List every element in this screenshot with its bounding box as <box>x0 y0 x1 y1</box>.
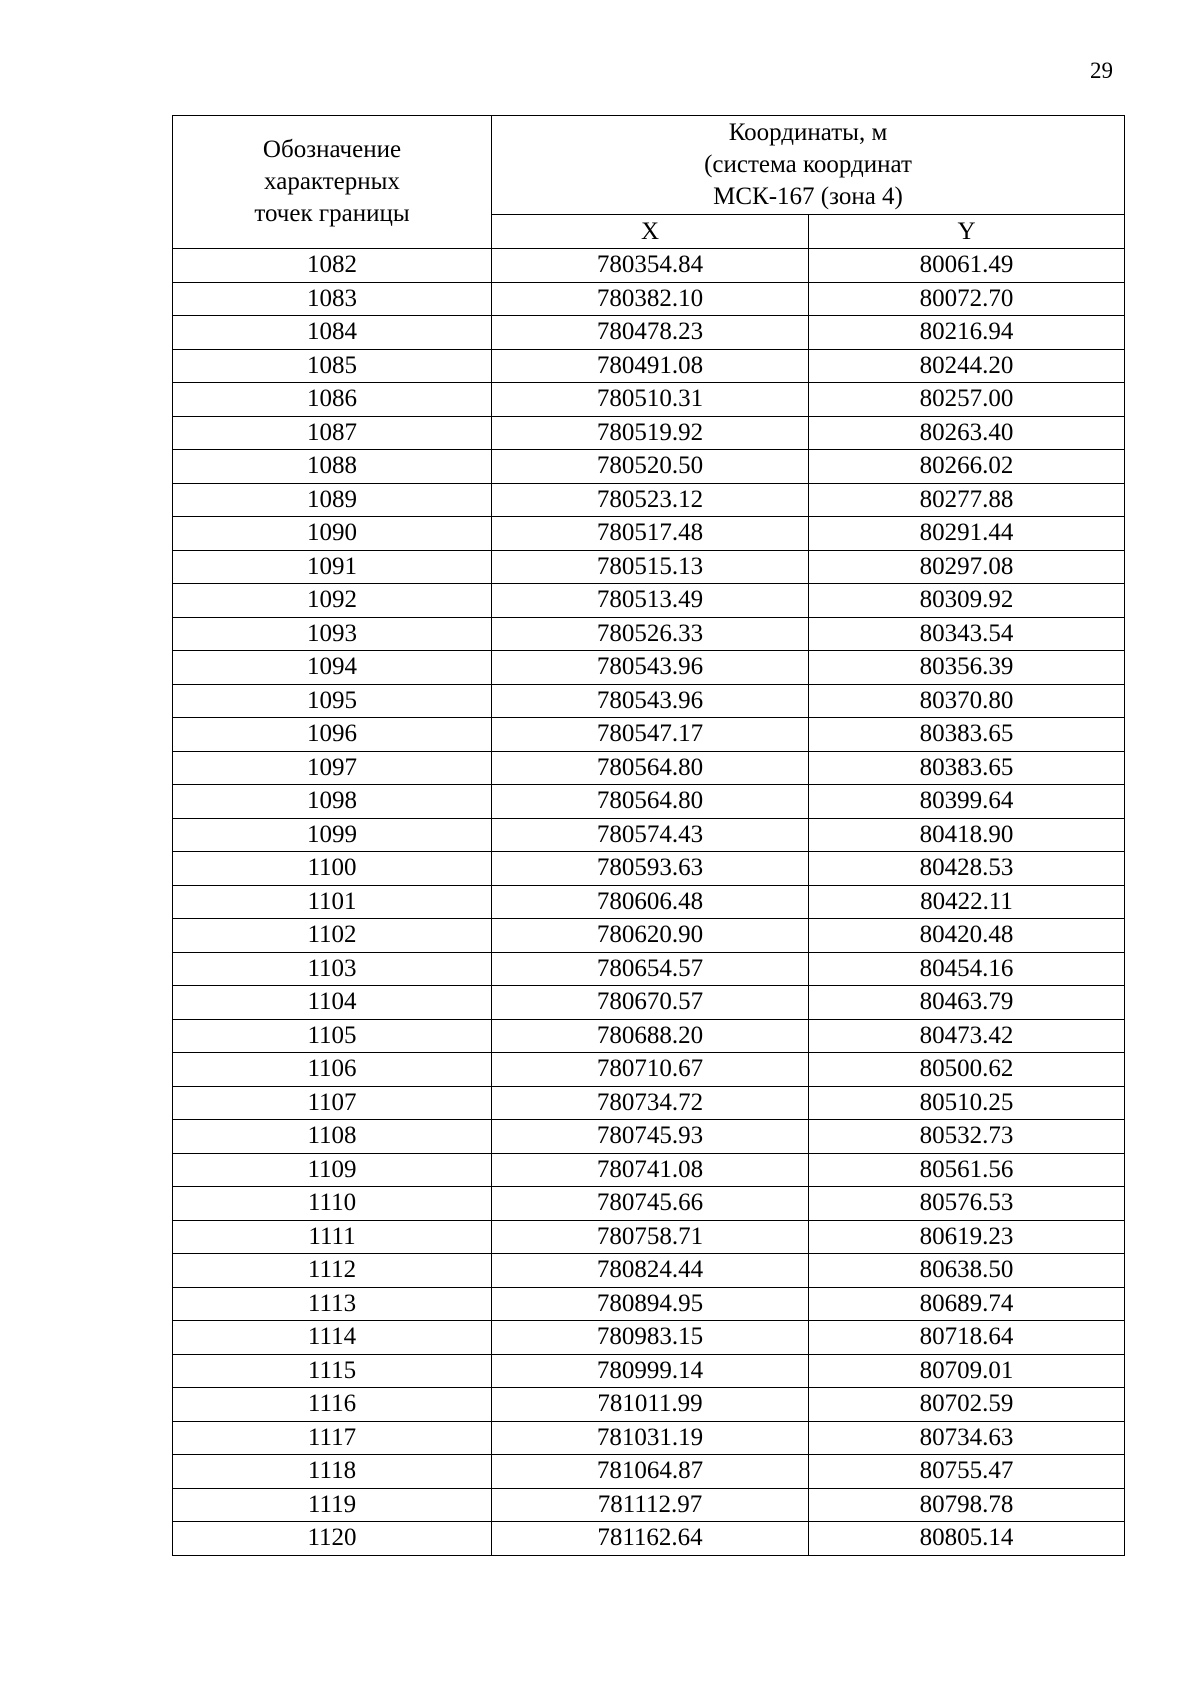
table-row <box>173 651 1125 685</box>
point-number-cell: 1117 <box>173 1421 492 1455</box>
point-number-cell: 1095 <box>173 684 492 718</box>
table-row <box>173 919 1125 953</box>
table-row <box>173 383 1125 417</box>
y-coordinate-cell: 80266.02 <box>809 450 1125 484</box>
table-row <box>173 1254 1125 1288</box>
x-coordinate-cell: 780523.12 <box>492 483 809 517</box>
y-coordinate-cell: 80383.65 <box>809 718 1125 752</box>
y-coordinate-cell: 80291.44 <box>809 517 1125 551</box>
x-coordinate-cell: 780999.14 <box>492 1354 809 1388</box>
point-number-cell: 1116 <box>173 1388 492 1422</box>
y-coordinate-cell: 80244.20 <box>809 349 1125 383</box>
point-number-cell: 1108 <box>173 1120 492 1154</box>
point-number-cell: 1091 <box>173 550 492 584</box>
table-row <box>173 1086 1125 1120</box>
x-coordinate-cell: 780741.08 <box>492 1153 809 1187</box>
y-coordinate-cell: 80510.25 <box>809 1086 1125 1120</box>
point-number-cell: 1098 <box>173 785 492 819</box>
y-coordinate-cell: 80689.74 <box>809 1287 1125 1321</box>
y-coordinate-cell: 80463.79 <box>809 986 1125 1020</box>
x-coordinate-cell: 780513.49 <box>492 584 809 618</box>
x-coordinate-cell: 780983.15 <box>492 1321 809 1355</box>
x-coordinate-cell: 780510.31 <box>492 383 809 417</box>
table-row <box>173 1488 1125 1522</box>
x-coordinate-cell: 780894.95 <box>492 1287 809 1321</box>
table-row <box>173 751 1125 785</box>
y-coordinate-cell: 80734.63 <box>809 1421 1125 1455</box>
x-coordinate-cell: 780734.72 <box>492 1086 809 1120</box>
point-number-cell: 1089 <box>173 483 492 517</box>
y-coordinate-cell: 80277.88 <box>809 483 1125 517</box>
x-coordinate-cell: 780382.10 <box>492 282 809 316</box>
x-coordinate-cell: 780688.20 <box>492 1019 809 1053</box>
table-row <box>173 1522 1125 1556</box>
y-coordinate-cell: 80383.65 <box>809 751 1125 785</box>
point-number-cell: 1093 <box>173 617 492 651</box>
y-coordinate-cell: 80216.94 <box>809 316 1125 350</box>
header-point-designation: Обозначение характерных точек границы <box>173 116 492 249</box>
table-row <box>173 1153 1125 1187</box>
point-number-cell: 1082 <box>173 249 492 283</box>
point-number-cell: 1111 <box>173 1220 492 1254</box>
x-coordinate-cell: 780547.17 <box>492 718 809 752</box>
table-row <box>173 349 1125 383</box>
x-coordinate-cell: 780620.90 <box>492 919 809 953</box>
x-coordinate-cell: 780824.44 <box>492 1254 809 1288</box>
x-coordinate-cell: 780564.80 <box>492 785 809 819</box>
table-row <box>173 282 1125 316</box>
table-row <box>173 1287 1125 1321</box>
point-number-cell: 1105 <box>173 1019 492 1053</box>
x-coordinate-cell: 780710.67 <box>492 1053 809 1087</box>
y-coordinate-cell: 80702.59 <box>809 1388 1125 1422</box>
x-coordinate-cell: 781064.87 <box>492 1455 809 1489</box>
point-number-cell: 1115 <box>173 1354 492 1388</box>
table-row <box>173 617 1125 651</box>
point-number-cell: 1084 <box>173 316 492 350</box>
point-number-cell: 1106 <box>173 1053 492 1087</box>
x-coordinate-cell: 780758.71 <box>492 1220 809 1254</box>
x-coordinate-cell: 781031.19 <box>492 1421 809 1455</box>
y-coordinate-cell: 80356.39 <box>809 651 1125 685</box>
table-row <box>173 952 1125 986</box>
x-coordinate-cell: 780593.63 <box>492 852 809 886</box>
y-coordinate-cell: 80638.50 <box>809 1254 1125 1288</box>
table-row <box>173 1321 1125 1355</box>
x-coordinate-cell: 780543.96 <box>492 684 809 718</box>
point-number-cell: 1107 <box>173 1086 492 1120</box>
x-coordinate-cell: 780543.96 <box>492 651 809 685</box>
y-coordinate-cell: 80709.01 <box>809 1354 1125 1388</box>
table-row <box>173 986 1125 1020</box>
point-number-cell: 1096 <box>173 718 492 752</box>
y-coordinate-cell: 80718.64 <box>809 1321 1125 1355</box>
table-row <box>173 885 1125 919</box>
x-coordinate-cell: 780515.13 <box>492 550 809 584</box>
point-number-cell: 1112 <box>173 1254 492 1288</box>
point-number-cell: 1120 <box>173 1522 492 1556</box>
table-row <box>173 517 1125 551</box>
y-coordinate-cell: 80309.92 <box>809 584 1125 618</box>
table-row <box>173 550 1125 584</box>
header-x: X <box>492 215 809 249</box>
table-header <box>173 116 1125 249</box>
table-row <box>173 1354 1125 1388</box>
point-number-cell: 1086 <box>173 383 492 417</box>
x-coordinate-cell: 780517.48 <box>492 517 809 551</box>
x-coordinate-cell: 780519.92 <box>492 416 809 450</box>
point-number-cell: 1097 <box>173 751 492 785</box>
point-number-cell: 1088 <box>173 450 492 484</box>
x-coordinate-cell: 780520.50 <box>492 450 809 484</box>
point-number-cell: 1110 <box>173 1187 492 1221</box>
table-row <box>173 1019 1125 1053</box>
y-coordinate-cell: 80428.53 <box>809 852 1125 886</box>
x-coordinate-cell: 780564.80 <box>492 751 809 785</box>
point-number-cell: 1087 <box>173 416 492 450</box>
x-coordinate-cell: 781162.64 <box>492 1522 809 1556</box>
x-coordinate-cell: 780478.23 <box>492 316 809 350</box>
table-row <box>173 785 1125 819</box>
table-row <box>173 249 1125 283</box>
y-coordinate-cell: 80061.49 <box>809 249 1125 283</box>
x-coordinate-cell: 780354.84 <box>492 249 809 283</box>
x-coordinate-cell: 780745.66 <box>492 1187 809 1221</box>
x-coordinate-cell: 780745.93 <box>492 1120 809 1154</box>
point-number-cell: 1109 <box>173 1153 492 1187</box>
point-number-cell: 1102 <box>173 919 492 953</box>
y-coordinate-cell: 80297.08 <box>809 550 1125 584</box>
table-row <box>173 852 1125 886</box>
point-number-cell: 1113 <box>173 1287 492 1321</box>
point-number-cell: 1119 <box>173 1488 492 1522</box>
y-coordinate-cell: 80370.80 <box>809 684 1125 718</box>
y-coordinate-cell: 80418.90 <box>809 818 1125 852</box>
table-row <box>173 1120 1125 1154</box>
table-row <box>173 1220 1125 1254</box>
y-coordinate-cell: 80343.54 <box>809 617 1125 651</box>
y-coordinate-cell: 80798.78 <box>809 1488 1125 1522</box>
point-number-cell: 1092 <box>173 584 492 618</box>
x-coordinate-cell: 780654.57 <box>492 952 809 986</box>
y-coordinate-cell: 80500.62 <box>809 1053 1125 1087</box>
table-row <box>173 483 1125 517</box>
table-body <box>173 249 1125 1556</box>
x-coordinate-cell: 780606.48 <box>492 885 809 919</box>
y-coordinate-cell: 80399.64 <box>809 785 1125 819</box>
point-number-cell: 1090 <box>173 517 492 551</box>
point-number-cell: 1104 <box>173 986 492 1020</box>
y-coordinate-cell: 80420.48 <box>809 919 1125 953</box>
table-row <box>173 584 1125 618</box>
point-number-cell: 1101 <box>173 885 492 919</box>
x-coordinate-cell: 780526.33 <box>492 617 809 651</box>
point-number-cell: 1114 <box>173 1321 492 1355</box>
table-row <box>173 818 1125 852</box>
y-coordinate-cell: 80257.00 <box>809 383 1125 417</box>
table-row <box>173 1388 1125 1422</box>
y-coordinate-cell: 80072.70 <box>809 282 1125 316</box>
table-row <box>173 1455 1125 1489</box>
x-coordinate-cell: 781011.99 <box>492 1388 809 1422</box>
table-row <box>173 316 1125 350</box>
header-y: Y <box>809 215 1125 249</box>
y-coordinate-cell: 80805.14 <box>809 1522 1125 1556</box>
point-number-cell: 1103 <box>173 952 492 986</box>
y-coordinate-cell: 80263.40 <box>809 416 1125 450</box>
x-coordinate-cell: 780574.43 <box>492 818 809 852</box>
y-coordinate-cell: 80576.53 <box>809 1187 1125 1221</box>
x-coordinate-cell: 781112.97 <box>492 1488 809 1522</box>
table-row <box>173 450 1125 484</box>
point-number-cell: 1118 <box>173 1455 492 1489</box>
table-row <box>173 718 1125 752</box>
y-coordinate-cell: 80454.16 <box>809 952 1125 986</box>
y-coordinate-cell: 80473.42 <box>809 1019 1125 1053</box>
y-coordinate-cell: 80619.23 <box>809 1220 1125 1254</box>
y-coordinate-cell: 80755.47 <box>809 1455 1125 1489</box>
table-row <box>173 1421 1125 1455</box>
x-coordinate-cell: 780670.57 <box>492 986 809 1020</box>
point-number-cell: 1085 <box>173 349 492 383</box>
page-number: 29 <box>1090 58 1113 83</box>
y-coordinate-cell: 80561.56 <box>809 1153 1125 1187</box>
table-row <box>173 1187 1125 1221</box>
point-number-cell: 1094 <box>173 651 492 685</box>
y-coordinate-cell: 80422.11 <box>809 885 1125 919</box>
table-row <box>173 416 1125 450</box>
point-number-cell: 1083 <box>173 282 492 316</box>
header-coordinates: Координаты, м (система координат МСК-167 (зона 4) <box>492 116 1125 215</box>
x-coordinate-cell: 780491.08 <box>492 349 809 383</box>
point-number-cell: 1100 <box>173 852 492 886</box>
coordinates-table <box>172 115 1125 1556</box>
table-row <box>173 1053 1125 1087</box>
point-number-cell: 1099 <box>173 818 492 852</box>
y-coordinate-cell: 80532.73 <box>809 1120 1125 1154</box>
table-row <box>173 684 1125 718</box>
